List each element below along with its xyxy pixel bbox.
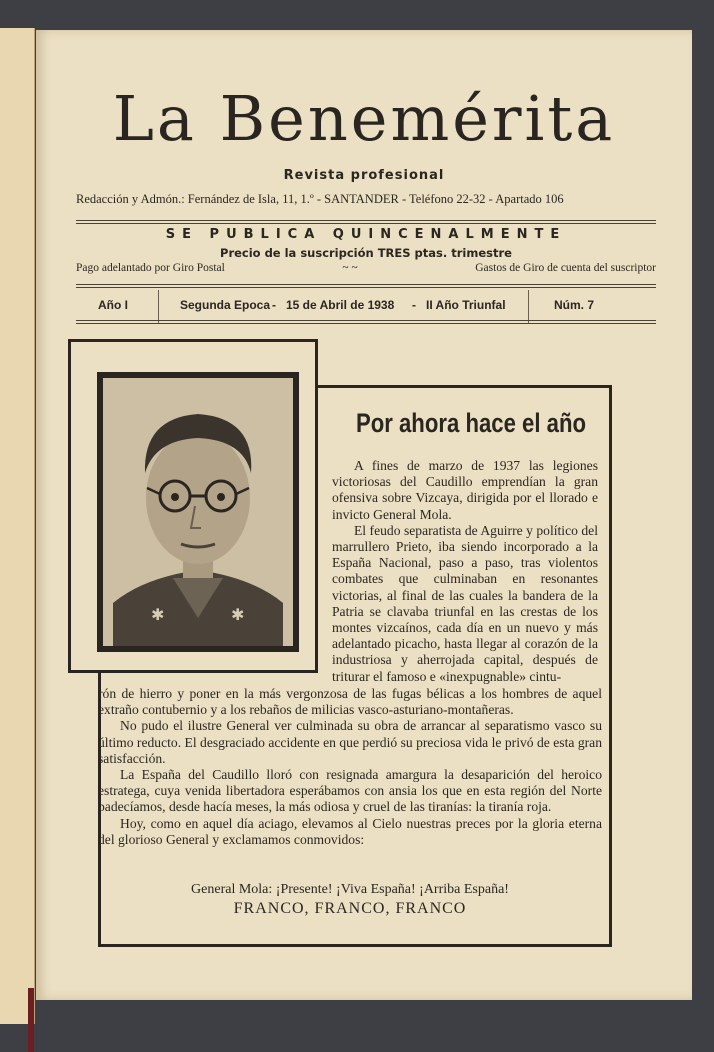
magazine-page: [36, 30, 692, 1000]
article-paragraph: A fines de marzo de 1937 las legiones victoriosas del Caudillo emprendían la gran ofensiva sobre Vizcaya, dirigida por el llorado e invicto General Mola.: [332, 458, 598, 522]
masthead-title: La Benemérita: [112, 82, 616, 155]
portrait-frame: [68, 339, 318, 673]
divider-rule: [76, 323, 656, 324]
closing-franco: FRANCO, FRANCO, FRANCO: [233, 900, 467, 917]
svg-text:✱: ✱: [231, 605, 245, 624]
divider-rule: [76, 287, 656, 288]
issue-date: 15 de Abril de 1938: [286, 298, 395, 312]
issue-separator: -: [272, 298, 276, 312]
issue-divider: [528, 290, 529, 324]
subscription-price: Precio de la suscripción TRES ptas. trimestre: [220, 246, 512, 260]
issue-divider: [158, 290, 159, 324]
article-paragraph: rón de hierro y poner en la más vergonzosa de las fugas bélicas a los hombres de aquel extraño contubernio y a los rebaños de milicias vasco-asturiano-montañeras.: [98, 686, 602, 718]
divider-rule: [76, 284, 656, 285]
binding-edge: [28, 988, 34, 1052]
masthead-subtitle: Revista profesional: [283, 168, 445, 183]
article-paragraph: No pudo el ilustre General ver culminada su obra de arrancar al separatismo vasco su último reducto. El desgraciado accidente en que perdió su preciosa vida le privó de esta gran satisfacción.: [98, 718, 602, 766]
issue-separator: -: [412, 298, 416, 312]
article-paragraph: La España del Caudillo lloró con resignada amargura la desaparición del heroico estratega, cuya venida libertadora esperábamos con ansia los que en esta región del Norte padecíamos, desde hacía meses, la más odiosa y cruel de las tiranías: la tiranía roja.: [98, 767, 602, 815]
publication-schedule: SE PUBLICA QUINCENALMENTE: [165, 227, 567, 242]
publisher-address: Redacción y Admón.: Fernández de Isla, 11, 1.º - SANTANDER - Teléfono 22-32 - Apartado 106: [76, 192, 564, 206]
issue-info-bar: [76, 290, 656, 324]
issue-triumph: II Año Triunfal: [426, 298, 506, 312]
divider-rule: [76, 320, 656, 321]
article-column-narrow: [332, 458, 598, 685]
svg-text:✱: ✱: [151, 605, 165, 624]
article-headline: Por ahora hace el año: [355, 408, 587, 438]
payment-marks: ~ ~: [342, 262, 358, 274]
closing-cry: General Mola: ¡Presente! ¡Viva España! ¡Arriba España!: [191, 882, 509, 897]
adjacent-page-edge: [0, 28, 35, 1024]
issue-year: Año I: [98, 298, 128, 312]
payment-terms: [76, 262, 656, 274]
payment-left: Pago adelantado por Giro Postal: [76, 262, 225, 274]
article-paragraph: El feudo separatista de Aguirre y político del marrullero Prieto, iba siendo incorporado a la España Nacional, paso a paso, tras violentos combates que culminaban en resonantes victorias, al final de las cuales la bandera de la Patria se clavaba triunfal en las crestas de los montes vizcaínos, cada día en un nuevo y más adelantado picacho, hasta llegar al corazón de la industriosa y aherrojada capital, después de triturar el famoso e «inexpugnable» cintu-: [332, 522, 598, 684]
issue-number: Núm. 7: [554, 298, 595, 312]
divider-rule: [76, 223, 656, 224]
article-paragraph: Hoy, como en aquel día aciago, elevamos al Cielo nuestras preces por la gloria eterna del glorioso General y exclamamos conmovidos:: [98, 815, 602, 847]
divider-rule: [76, 220, 656, 221]
issue-epoch: Segunda Epoca: [180, 298, 271, 312]
payment-right: Gastos de Giro de cuenta del suscriptor: [475, 262, 656, 274]
portrait-photo: [97, 372, 299, 652]
article-closing: [98, 882, 602, 918]
portrait-illustration: [103, 378, 293, 646]
article-column-wide: [98, 686, 602, 848]
